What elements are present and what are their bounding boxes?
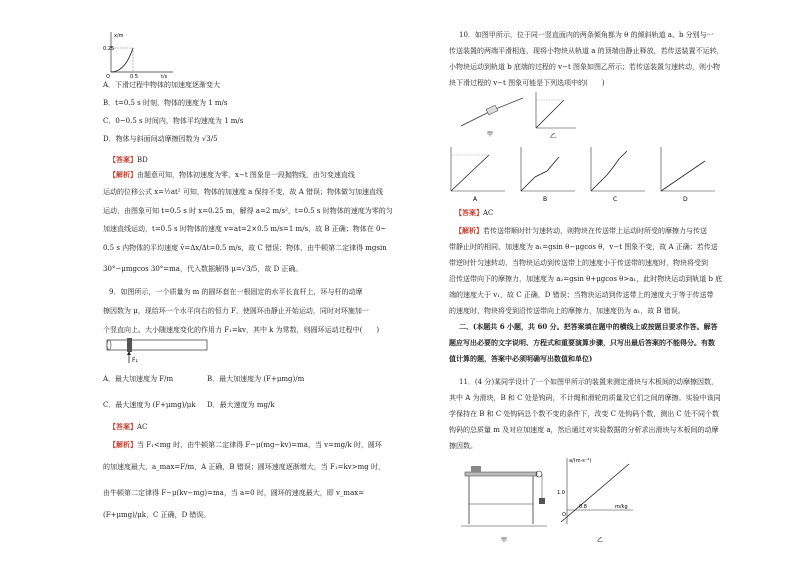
question-11-line: 钩码的总质量 m 及对应加速度 a，然后通过对实验数据的分析求出滑块与木板间的动摩: [449, 426, 719, 434]
analysis-text: 当 F₁<mg 时，由牛顿第二定律得 F−μ(mg−kv)=ma，当 v=mg/k 时，圆环: [137, 441, 382, 449]
answer-tag: 【答案】: [109, 422, 137, 431]
x-tick-label: 0.8: [579, 504, 587, 510]
apparatus-figure: [459, 454, 551, 546]
q9-option-a: A．最大加速度为 F/m: [103, 375, 174, 383]
option-b: B．t=0.5 s 时刻，物体的速度为 1 m/s: [103, 99, 228, 107]
analysis-line: [109, 440, 382, 450]
choice-label: C: [613, 196, 618, 203]
fig-yi-label: 乙: [550, 133, 557, 140]
question-9-line: 个竖直向上、大小随速度变化的作用力 F₁=kv，其中 k 为常数，则圆环运动过程中( ): [103, 326, 380, 334]
question-10-line: 传送装置的两端平滑相连，现将小物块从轨道 a 的顶端由静止释放，若传送装置不运转，: [449, 47, 724, 55]
analysis-line: 运动，由图象可知 t=0.5 s 时 x=0.25 m，解得 a=2 m/s²，t=0.5 s 时物体的速度为零的匀: [103, 207, 393, 215]
answer-row: [455, 208, 493, 218]
question-11-line: 擦因数。: [449, 442, 477, 450]
analysis-line: 0.5 s 内物体的平均速度 v̄=Δx/Δt=0.5 m/s，故 C 错误；物体，由牛顿第二定律得 mgsin: [103, 244, 387, 252]
choice-graph-c: [585, 143, 650, 203]
analysis-line: 加速直线运动，t=0.5 s 时物体的速度 v=at=2×0.5 m/s=1 m/s，故 B 正确；物体在 0~: [103, 225, 387, 233]
answer-row: [109, 155, 148, 165]
answer-tag: 【答案】: [455, 208, 483, 217]
analysis-line: [109, 170, 355, 180]
section-heading-line: 题应写出必要的文字说明、方程式和重要演算步骤，只写出最后答案的不能得分。有数: [449, 338, 715, 347]
analysis-line: (F+μmg)/μk，C 正确，D 错误。: [103, 511, 211, 519]
y-tick-label: 1.0: [557, 490, 565, 496]
option-a: A．下滑过程中物体的加速度逐渐变大: [103, 81, 221, 89]
question-10-line: 10．如图甲所示，位于同一竖直面内的两条倾角都为 θ 的倾斜轨道 a、b 分别与一: [459, 31, 714, 39]
choice-graph-d: [655, 143, 720, 203]
choice-graph-b: [515, 143, 580, 203]
section-heading-line: 二、(本题共 6 小题，共 60 分。把答案填在题中的横线上或按题目要求作答。解答: [459, 322, 718, 331]
q9-option-b: B．最大加速度为 (F+μmg)/m: [207, 375, 305, 383]
analysis-text: 由题意可知，物体初速度为零，x−t 图象是一段抛物线，由匀变速直线: [137, 171, 355, 179]
analysis-line: 带逆时针匀速转动，当物块运动到传送带上的速度小于传送带的速度时，物块将受到: [449, 259, 708, 267]
analysis-line: 端的速度大于 v₁，故 C 正确，D 错误；当物块运动到传送带上的速度大于等于传送带: [449, 291, 714, 299]
question-11-line: 11．(4 分)某同学设计了一个如图甲所示的装置来测定滑块与木板间的动摩擦因数，: [459, 378, 719, 386]
analysis-tag: 【解析】: [109, 440, 137, 449]
analysis-line: 的加速度最大，a_max=F/m，A 正确，B 错误；圆环速度逐渐增大，当 F₁=kv>mg 时，: [103, 463, 385, 471]
a-m-graph: [557, 454, 637, 546]
analysis-tag: 【解析】: [109, 170, 137, 179]
analysis-line: 由牛顿第二定律得 F−μ(kv−mg)=ma，当 a=0 时，圆环的速度最大，即 v_max=: [103, 489, 365, 497]
answer-row: [109, 422, 147, 432]
choice-label: D: [683, 196, 688, 203]
question-11-line: 学保持在 B 和 C 处钩码总个数不变的条件下，改变 C 处钩码个数，测出 C 处不同个数: [449, 410, 720, 418]
question-9-line: 擦因数为 μ，现给环一个水平向右的恒力 F，使圆环由静止开始运动，同时对环施加一: [103, 307, 369, 315]
question-9-line: 9．如图所示，一个质量为 m 的圆环套在一根固定的水平长直杆上，环与杆的动摩: [109, 288, 363, 296]
fig-jia-label: 甲: [487, 131, 494, 138]
option-c: C．0~0.5 s 时间内，物体平均速度为 1 m/s: [103, 117, 244, 125]
analysis-tag: 【解析】: [455, 226, 483, 235]
analysis-line: 带静止时的相同，加速度为 a₁=gsin θ−μgcos θ，v−t 图象不变，故 A 正确；若传送: [449, 243, 718, 251]
x-axis-label: t/s: [161, 74, 168, 78]
choice-label: B: [543, 196, 548, 203]
answer-tag: 【答案】: [109, 155, 137, 164]
origin-label: O: [106, 74, 110, 78]
option-d: D．物体与斜面间动摩擦因数为 √3/5: [103, 135, 218, 143]
y-axis-label: x/m: [114, 33, 124, 39]
analysis-line: 30°−μmgcos 30°=ma，代入数据解得 μ=√3/5，故 D 正确。: [103, 265, 303, 273]
analysis-line: 的速度时，物块将受到沿传送带向上的摩擦力，加速度仍为 a₁，故 B 错误。: [449, 307, 685, 315]
analysis-line: [455, 226, 707, 236]
analysis-text: 若传送带顺时针匀速转动，则物块在传送带上运动时所受的摩擦力与传送: [483, 227, 707, 235]
fig11-yi-label: 乙: [597, 537, 604, 544]
choice-label: A: [473, 196, 478, 203]
answer-value: AC: [137, 423, 148, 431]
question-11-line: 其中 A 为滑块，B 和 C 处是钩码，不计绳和滑轮的质量及它们之间的摩擦。实验中该同: [449, 394, 721, 402]
y-tick-label: 0.25: [103, 46, 115, 52]
ring-on-rod-figure: [105, 336, 215, 364]
analysis-line: 沿传送带向下的摩擦力，加速度为 a₂=gsin θ+μgcos θ>a₁，此时物块运动到轨道 b 底: [449, 275, 723, 283]
q9-option-c: C．最大速度为 (F+μmg)/μk: [103, 401, 196, 409]
x-t-graph: [103, 30, 178, 78]
x-axis-label: m/kg: [615, 504, 628, 510]
answer-value: AC: [483, 209, 494, 217]
question-10-line: 小物块运动到轨道 b 底端的过程的 v−t 图象如图乙所示；若传送装置匀速转动，则小物: [449, 63, 721, 71]
y-axis-label: a/(m·s⁻²): [569, 458, 592, 464]
force-label: F₁: [132, 357, 138, 364]
x-tick-label: 0.5: [130, 74, 138, 78]
origin-label: O: [562, 512, 566, 518]
question-10-line: 块下滑过程的 v−t 图象可能是下列选项中的( ): [449, 79, 605, 87]
conveyor-figure: [457, 96, 527, 138]
vt-graph-yi: [530, 88, 580, 140]
fig11-jia-label: 甲: [501, 537, 508, 544]
section-heading-line: 值计算的题，答案中必须明确写出数值和单位): [449, 354, 593, 363]
q9-option-d: D．最大速度为 mg/k: [207, 401, 275, 409]
choice-graph-a: [445, 143, 510, 203]
answer-value: BD: [137, 156, 148, 164]
analysis-line: 运动的位移公式 x=½at² 可知，物体的加速度 a 保持不变，故 A 错误；物体做匀加速直线: [103, 188, 383, 196]
